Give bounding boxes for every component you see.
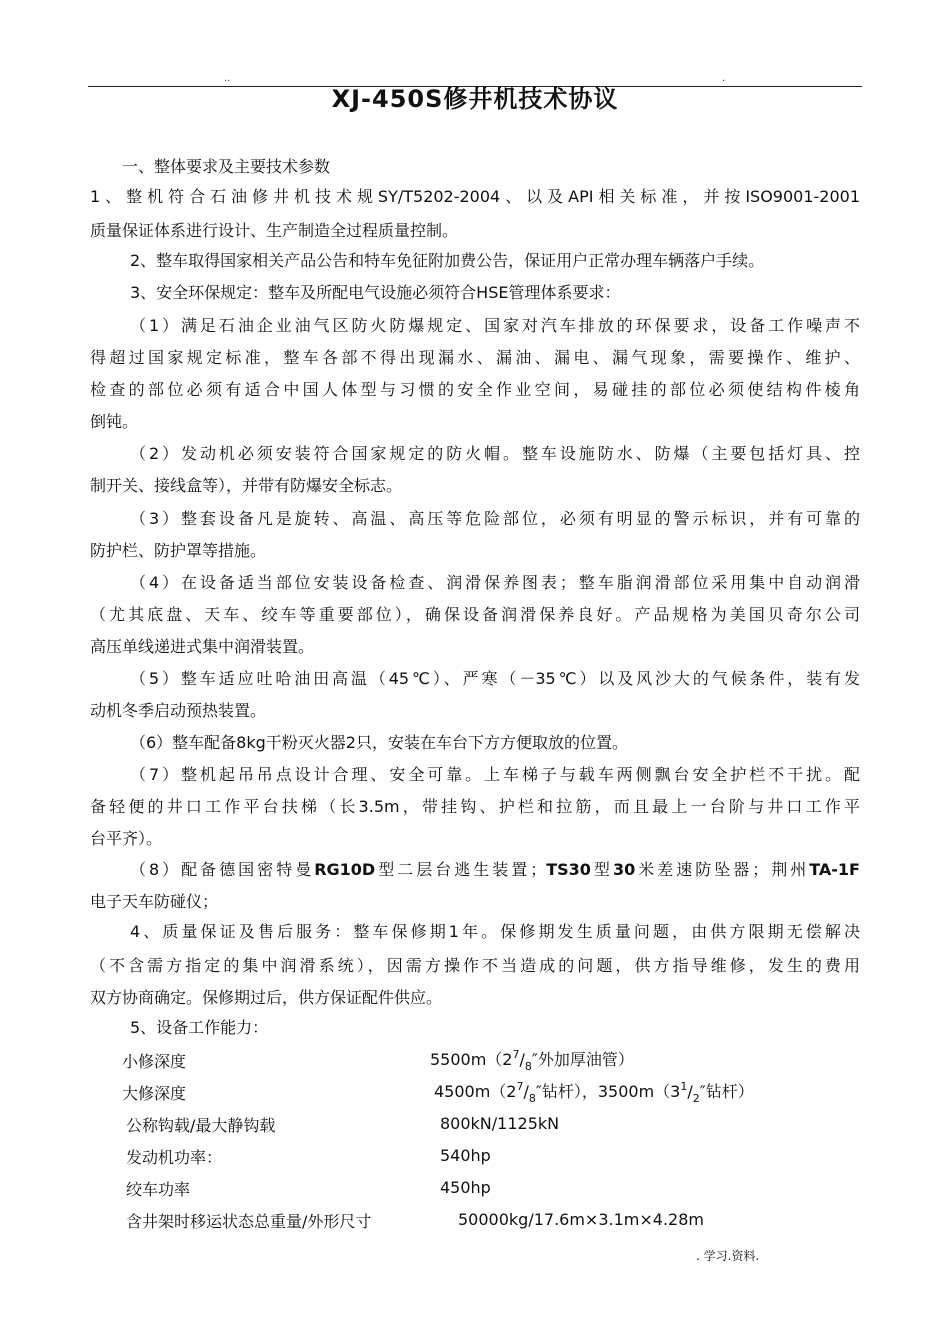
header-mark-left: ..	[224, 73, 231, 84]
item4-line3: 双方协商确定。保修期过后，供方保证配件供应。	[90, 988, 443, 1007]
spec-hook-load-value: 800kN/1125kN	[440, 1114, 560, 1133]
spec-minor-depth-b: ″外加厚油管）	[531, 1050, 634, 1069]
sub1-line4: 倒钝。	[90, 412, 139, 431]
spec-major-depth-den: 8	[528, 1092, 536, 1105]
sub8-text-b: 型二层台逃生装置；	[375, 860, 547, 879]
spec-minor-depth-label: 小修深度	[122, 1052, 187, 1071]
sub3-line2: 防护栏、防护罩等措施。	[90, 541, 267, 560]
sub8-term-rg10d: RG10D	[314, 860, 376, 879]
page-footer: . 学习.资料.	[696, 1249, 760, 1263]
item2-line: 2、整车取得国家相关产品公告和特车免征附加费公告，保证用户正常办理车辆落户手续。	[130, 251, 765, 270]
sub8-text-a: （8）配备德国密特曼	[130, 860, 315, 879]
sub2-line1: （2）发动机必须安装符合国家规定的防火帽。整车设施防水、防爆（主要包括灯具、控	[130, 444, 860, 463]
sub7-line2: 备轻便的井口工作平台扶梯（长3.5m，带挂钩、护栏和拉筋，而且最上一台阶与井口工作平	[90, 797, 860, 816]
spec-drawworks-power-value: 450hp	[440, 1178, 491, 1197]
spec-minor-depth-den: 8	[524, 1060, 532, 1073]
sub7-line1: （7）整机起吊吊点设计合理、安全可靠。上车梯子与载车两侧飘台安全护栏不干扰。配	[130, 765, 860, 784]
sub8-term-ta1f: TA-1F	[809, 860, 860, 879]
sub7-line3: 台平齐）。	[90, 829, 163, 848]
spec-transport-value: 50000kg/17.6m×3.1m×4.28m	[458, 1210, 704, 1229]
spec-minor-depth-num: 7	[512, 1048, 520, 1061]
sub8-line1	[130, 858, 860, 882]
sub4-line1: （4）在设备适当部位安装设备检查、润滑保养图表；整车脂润滑部位采用集中自动润滑	[130, 573, 860, 592]
sub3-line1: （3）整套设备凡是旋转、高温、高压等危险部位，必须有明显的警示标识，并有可靠的	[130, 509, 860, 528]
sub8-text-d: 米差速防坠器；荆州	[635, 860, 810, 879]
item1-line2: 质量保证体系进行设计、生产制造全过程质量控制。	[90, 221, 459, 240]
sub8-term-30: 30	[612, 860, 636, 879]
spec-major-depth-label: 大修深度	[122, 1084, 187, 1103]
spec-drawworks-power-label: 绞车功率	[126, 1180, 191, 1199]
spec-minor-depth-a: 5500m（2	[430, 1050, 513, 1069]
sub6-line: （6）整车配备8kg干粉灭火器2只，安装在车台下方方便取放的位置。	[130, 733, 628, 752]
sub2-line2: 制开关、接线盒等），并带有防爆安全标志。	[90, 476, 403, 495]
header-mark-right: .	[722, 73, 726, 84]
sub5-line1: （5）整车适应吐哈油田高温（45℃）、严寒（－35℃）以及风沙大的气候条件，装有发	[130, 669, 860, 688]
spec-major-depth-value: $4500m(2^7/_8''$钻杆），$3500m(3^1/_2''$钻杆）	[434, 1080, 754, 1105]
sub1-line1: （1）满足石油企业油气区防火防爆规定、国家对汽车排放的环保要求，设备工作噪声不	[130, 316, 860, 335]
sub8-line2: 电子天车防碰仪；	[90, 892, 219, 911]
spec-engine-power-value: 540hp	[440, 1146, 491, 1165]
item1-line1: 1、整机符合石油修井机技术规SY/T5202-2004、以及API相关标准，并按ISO9001-2001	[90, 187, 860, 206]
item4-line1: 4、质量保证及售后服务：整车保修期1年。保修期发生质量问题，由供方限期无偿解决	[130, 922, 860, 941]
sub4-line3: 高压单线递进式集中润滑装置。	[90, 637, 315, 656]
spec-transport-label: 含井架时移运状态总重量/外形尺寸	[126, 1212, 372, 1231]
document-title: XJ-450S修井机技术协议	[331, 85, 619, 113]
spec-major-depth-num: 7	[516, 1080, 524, 1093]
sub1-line3: 检查的部位必须有适合中国人体型与习惯的安全作业空间，易碰挂的部位必须使结构件棱角	[90, 380, 860, 399]
section-heading: 一、整体要求及主要技术参数	[122, 157, 331, 176]
item5-heading: 5、设备工作能力：	[130, 1018, 269, 1037]
spec-major-depth-num2: 1	[680, 1080, 688, 1093]
sub4-line2: （尤其底盘、天车、绞车等重要部位），确保设备润滑保养良好。产品规格为美国贝奇尔公司	[90, 605, 860, 624]
item4-line2: （不含需方指定的集中润滑系统），因需方操作不当造成的问题，供方指导维修，发生的费用	[90, 956, 860, 975]
spec-hook-load-label: 公称钩载/最大静钩载	[126, 1116, 276, 1135]
sub8-text-c: 型	[590, 860, 613, 879]
sub1-line2: 得超过国家规定标准，整车各部不得出现漏水、漏油、漏电、漏气现象，需要操作、维护、	[90, 348, 860, 367]
spec-minor-depth-value: $5500m(2^7/_8''$外加厚油管）	[430, 1048, 634, 1073]
sub8-term-ts30: TS30	[546, 860, 591, 879]
spec-major-depth-b: ″钻杆），3500m（3	[535, 1082, 681, 1101]
spec-engine-power-label: 发动机功率：	[126, 1148, 223, 1167]
item3-line: 3、安全环保规定：整车及所配电气设施必须符合HSE管理体系要求：	[130, 283, 621, 302]
spec-major-depth-den2: 2	[692, 1092, 700, 1105]
sub5-line2: 动机冬季启动预热装置。	[90, 701, 267, 720]
spec-major-depth-a: 4500m（2	[434, 1082, 517, 1101]
spec-major-depth-c: ″钻杆）	[699, 1082, 754, 1101]
